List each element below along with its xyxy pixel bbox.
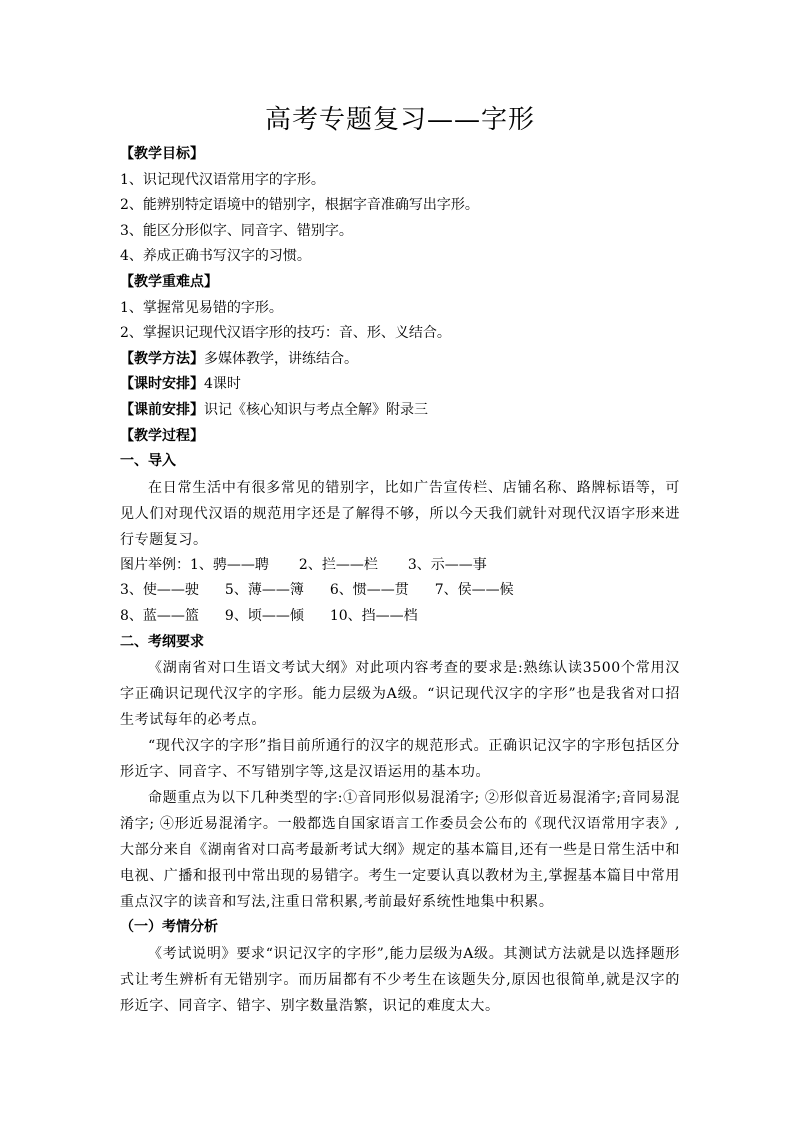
key-point-item: 2、掌握识记现代汉语字形的技巧：音、形、义结合。 (120, 325, 451, 342)
syllabus-paragraph: 《湖南省对口生语文考试大纲》对此项内容考查的要求是:熟练认读3500个常用汉字正确识记现代汉字的字形。能力层级为A级。“识记现代汉字的字形”也是我省对口招生考试每年的必考点。 (120, 660, 680, 729)
document-page (120, 98, 680, 1019)
example-item: 9、顷——倾 (224, 607, 304, 624)
example-label: 图片举例： (120, 556, 190, 573)
syllabus-paragraph: “现代汉字的字形”指目前所通行的汉字的规范形式。正确识记汉字的字形包括区分形近字、同音字、不写错别字等,这是汉语运用的基本功。 (120, 738, 680, 781)
process-heading: 【教学过程】 (120, 427, 204, 444)
analysis-paragraph: 《考试说明》要求“识记汉字的字形”,能力层级为A级。其测试方法就是以选择题形式让考生辨析有无错别字。而历届都有不少考生在该题失分,原因也很简单,就是汉字的形近字、同音字、错字、别字数量浩繁，识记的难度太大。 (120, 945, 680, 1014)
preclass-text: 识记《核心知识与考点全解》附录三 (204, 401, 428, 418)
schedule-label: 【课时安排】 (120, 376, 204, 393)
schedule-text: 4课时 (204, 376, 241, 393)
examples-row (120, 604, 680, 630)
method-text: 多媒体教学，讲练结合。 (204, 350, 358, 367)
example-item: 5、薄——簿 (224, 582, 304, 599)
key-point-item: 1、掌握常见易错的字形。 (120, 299, 283, 316)
preclass-label: 【课前安排】 (120, 401, 204, 418)
syllabus-paragraph: 命题重点为以下几种类型的字:①音同形似易混淆字; ②形似音近易混淆字;音同易混淆字; ④形近易混淆字。一般都选自国家语言工作委员会公布的《现代汉语常用字表》,大部分来自《湖南省对口高考最新考试大纲》规定的基本篇目,还有一些是日常生活中和电视、广播和报刊中常出现的易错字。考生一定要认真以教材为主,掌握基本篇目中常用重点汉字的读音和写法,注重日常积累,考前最好系统性地集中积累。 (120, 790, 680, 911)
example-item: 3、使——驶 (120, 582, 199, 599)
key-points-heading: 【教学重难点】 (120, 273, 218, 290)
method-line (120, 347, 680, 373)
preclass-line (120, 398, 680, 424)
objective-item: 2、能辨别特定语境中的错别字，根据字音准确写出字形。 (120, 197, 479, 214)
intro-paragraph: 在日常生活中有很多常见的错别字，比如广告宣传栏、店铺名称、路牌标语等，可见人们对现代汉语的规范用字还是了解得不够，所以今天我们就针对现代汉语字形来进行专题复习。 (120, 479, 680, 548)
example-item: 10、挡——档 (329, 607, 418, 624)
example-item: 7、侯——候 (434, 582, 514, 599)
example-item: 3、示——事 (407, 556, 487, 573)
objective-item: 3、能区分形似字、同音字、错别字。 (120, 222, 353, 239)
schedule-line (120, 372, 680, 398)
objective-item: 1、识记现代汉语常用字的字形。 (120, 171, 325, 188)
analysis-heading: （一）考情分析 (120, 919, 218, 936)
method-label: 【教学方法】 (120, 350, 204, 367)
objectives-heading: 【教学目标】 (120, 146, 204, 162)
document-title: 高考专题复习——字形 (264, 105, 535, 135)
intro-heading: 一、导入 (120, 453, 176, 470)
examples-row (120, 553, 680, 579)
objective-item: 4、养成正确书写汉字的习惯。 (120, 248, 311, 265)
example-item: 2、拦——栏 (298, 556, 378, 573)
examples-row (120, 578, 680, 604)
example-item: 8、蓝——篮 (120, 607, 199, 624)
example-item: 6、惯——贯 (329, 582, 409, 599)
syllabus-heading: 二、考纲要求 (120, 633, 204, 650)
example-item: 1、骋——聘 (190, 556, 269, 573)
